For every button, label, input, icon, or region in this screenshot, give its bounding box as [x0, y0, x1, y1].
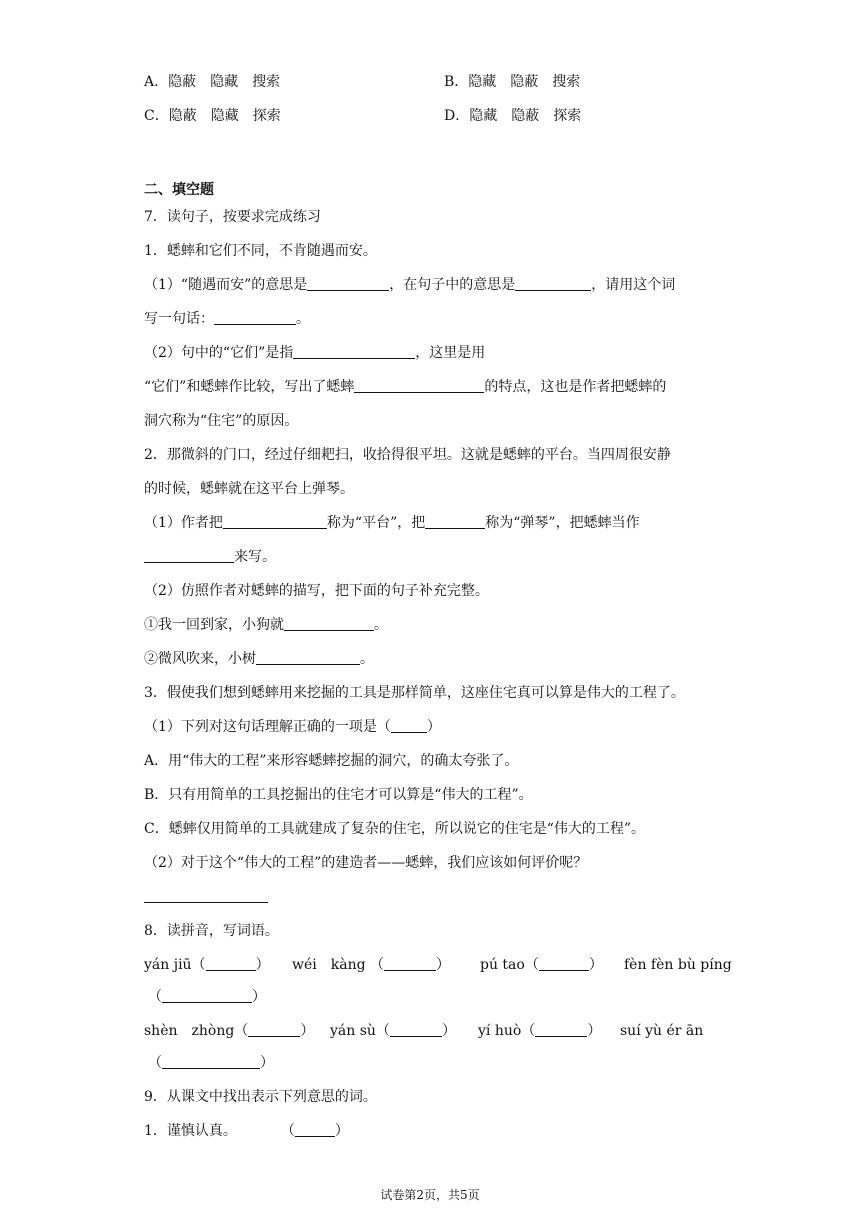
- pinyin-item-8-blank: （ ）: [148, 1055, 274, 1071]
- q7-1-2-line: （2）句中的“它们”是指 ，这里是用: [144, 345, 486, 361]
- pinyin-item-8: suí yù ér ān: [620, 1023, 704, 1039]
- pinyin-item-4: fèn fèn bù píng: [624, 957, 732, 973]
- q7-1-2-line2: “它们”和蟋蟀作比较，写出了蟋蟀 的特点，这也是作者把蟋蟀的: [144, 379, 667, 395]
- pinyin-item-6: yán sù（ ）: [330, 1023, 456, 1039]
- q7-sentence-1: 1．蟋蟀和它们不同，不肯随遇而安。: [144, 243, 377, 259]
- q7-2-2-item2: ②微风吹来，小树 。: [144, 651, 374, 667]
- blank[interactable]: [425, 514, 485, 529]
- blank[interactable]: [284, 616, 374, 631]
- option-c: C．隐蔽 隐藏 探索: [144, 108, 281, 124]
- section-title: 二、填空题: [144, 182, 214, 198]
- pinyin-item-5: shèn zhòng（ ）: [144, 1023, 315, 1039]
- page-footer: 试卷第2页，共5页: [380, 1188, 480, 1202]
- blank[interactable]: [539, 956, 589, 971]
- q7-sentence-2a: 2．那微斜的门口，经过仔细耙扫，收拾得很平坦。这就是蟋蟀的平台。当四周很安静: [144, 447, 671, 463]
- blank[interactable]: [354, 378, 484, 393]
- blank[interactable]: [535, 1022, 587, 1037]
- option-b: B．隐藏 隐蔽 搜索: [444, 74, 581, 90]
- q7-2-1-line2: 来写。: [144, 548, 276, 566]
- option-a: A．隐蔽 隐藏 搜索: [144, 74, 281, 90]
- blank[interactable]: [223, 514, 327, 529]
- blank[interactable]: [248, 1022, 300, 1037]
- q7-3-option-a: A．用“伟大的工程”来形容蟋蟀挖掘的洞穴，的确太夸张了。: [144, 753, 519, 769]
- blank[interactable]: [307, 276, 389, 291]
- q7-1-1-line: （1）“随遇而安”的意思是 ，在句子中的意思是 ，请用这个词: [144, 277, 676, 293]
- q7-3-option-b: B．只有用简单的工具挖掘出的住宅才可以算是“伟大的工程”。: [144, 787, 533, 803]
- blank[interactable]: [256, 650, 360, 665]
- q9-item-1: 1．谨慎认真。 （ ）: [144, 1123, 349, 1139]
- answer-line[interactable]: [144, 902, 268, 903]
- option-d: D．隐藏 隐蔽 探索: [444, 108, 582, 124]
- pinyin-item-1: yán jiū（ ）: [144, 957, 270, 973]
- q7-1-2-line3: 洞穴称为“住宅”的原因。: [144, 413, 299, 429]
- q7-2-2-item1: ①我一回到家，小狗就 。: [144, 617, 388, 633]
- blank[interactable]: [384, 956, 436, 971]
- pinyin-item-7: yí huò（ ）: [478, 1023, 602, 1039]
- blank[interactable]: [162, 1054, 260, 1069]
- blank[interactable]: [206, 956, 256, 971]
- q8-title: 8．读拼音，写词语。: [144, 923, 279, 939]
- pinyin-item-4-blank: （ ）: [148, 989, 266, 1005]
- blank[interactable]: [515, 276, 591, 291]
- blank[interactable]: [293, 344, 415, 359]
- pinyin-item-2: wéi kàng （ ）: [292, 957, 451, 973]
- blank[interactable]: [214, 310, 296, 325]
- q7-sentence-2b: 的时候，蟋蟀就在这平台上弹琴。: [144, 481, 354, 497]
- blank[interactable]: [391, 718, 427, 733]
- blank[interactable]: [162, 988, 252, 1003]
- q7-1-1-line2: 写一句话： 。: [144, 311, 310, 327]
- blank[interactable]: [390, 1022, 442, 1037]
- blank[interactable]: [144, 548, 234, 563]
- q7-title: 7．读句子，按要求完成练习: [144, 209, 321, 225]
- q7-2-2-line: （2）仿照作者对蟋蟀的描写，把下面的句子补充完整。: [144, 583, 489, 599]
- q7-3-option-c: C．蟋蟀仅用简单的工具就建成了复杂的住宅，所以说它的住宅是“伟大的工程”。: [144, 821, 646, 837]
- pinyin-item-3: pú tao（ ）: [480, 957, 603, 973]
- blank[interactable]: [295, 1122, 335, 1137]
- q7-3-2-line: （2）对于这个“伟大的工程”的建造者——蟋蟀，我们应该如何评价呢？: [144, 855, 588, 871]
- q7-2-1-line: （1）作者把 称为“平台”，把 称为“弹琴”，把蟋蟀当作: [144, 515, 640, 531]
- q9-title: 9．从课文中找出表示下列意思的词。: [144, 1089, 377, 1105]
- q7-3-1-line: （1）下列对这句话理解正确的一项是（ ）: [144, 719, 441, 735]
- q7-sentence-3: 3．假使我们想到蟋蟀用来挖掘的工具是那样简单，这座住宅真可以算是伟大的工程了。: [144, 685, 685, 701]
